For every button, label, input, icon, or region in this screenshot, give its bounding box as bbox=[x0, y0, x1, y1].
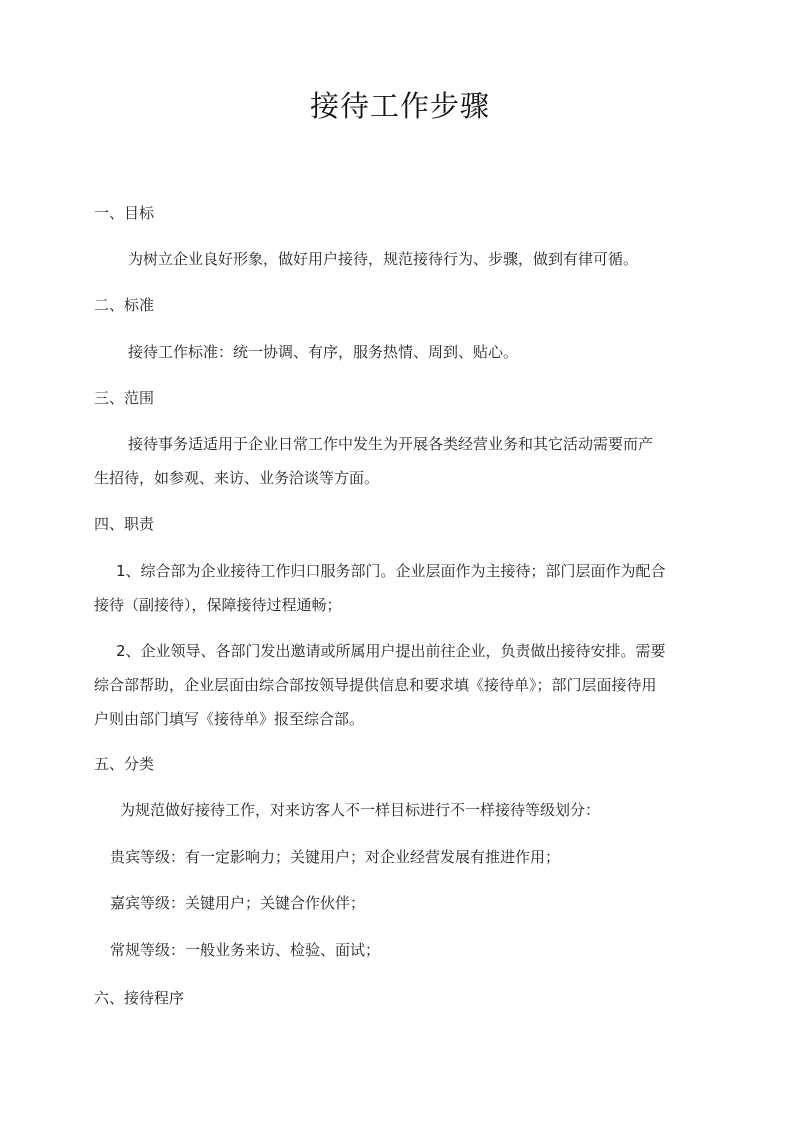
standard-paragraph: 接待工作标准：统一协调、有序，服务热情、周到、贴心。 bbox=[128, 343, 519, 361]
classification-level-vip: 贵宾等级：有一定影响力；关键用户；对企业经营发展有推进作用； bbox=[110, 848, 561, 866]
section-heading-goal: 一、目标 bbox=[94, 204, 155, 222]
classification-level-guest: 嘉宾等级：关键用户；关键合作伙伴； bbox=[110, 894, 366, 912]
classification-intro: 为规范做好接待工作，对来访客人不一样目标进行不一样接待等级划分： bbox=[120, 801, 601, 819]
goal-paragraph: 为树立企业良好形象，做好用户接待，规范接待行为、步骤，做到有律可循。 bbox=[128, 250, 639, 268]
document-title: 接待工作步骤 bbox=[309, 89, 490, 123]
duties-item-1-line-1: 1、综合部为企业接待工作归口服务部门。企业层面作为主接待；部门层面作为配合 bbox=[116, 562, 666, 580]
scope-paragraph-line-1: 接待事务适适用于企业日常工作中发生为开展各类经营业务和其它活动需要而产 bbox=[128, 435, 654, 453]
duties-item-1-line-2: 接待（副接待），保障接待过程通畅； bbox=[94, 596, 342, 614]
scope-paragraph-line-2: 生招待，如参观、来访、业务洽谈等方面。 bbox=[94, 469, 380, 487]
section-heading-scope: 三、范围 bbox=[94, 389, 155, 407]
section-heading-standard: 二、标准 bbox=[94, 296, 155, 314]
section-heading-duties: 四、职责 bbox=[94, 515, 155, 533]
section-heading-procedure: 六、接待程序 bbox=[94, 989, 185, 1007]
duties-item-2-line-1: 2、企业领导、各部门发出邀请或所属用户提出前往企业，负责做出接待安排。需要 bbox=[116, 642, 666, 660]
section-heading-classification: 五、分类 bbox=[94, 755, 155, 773]
duties-item-2-line-3: 户则由部门填写《接待单》报至综合部。 bbox=[94, 710, 365, 728]
classification-level-regular: 常规等级：一般业务来访、检验、面试； bbox=[110, 941, 381, 959]
duties-item-2-line-2: 综合部帮助，企业层面由综合部按领导提供信息和要求填《接待单》；部门层面接待用 bbox=[94, 676, 657, 694]
